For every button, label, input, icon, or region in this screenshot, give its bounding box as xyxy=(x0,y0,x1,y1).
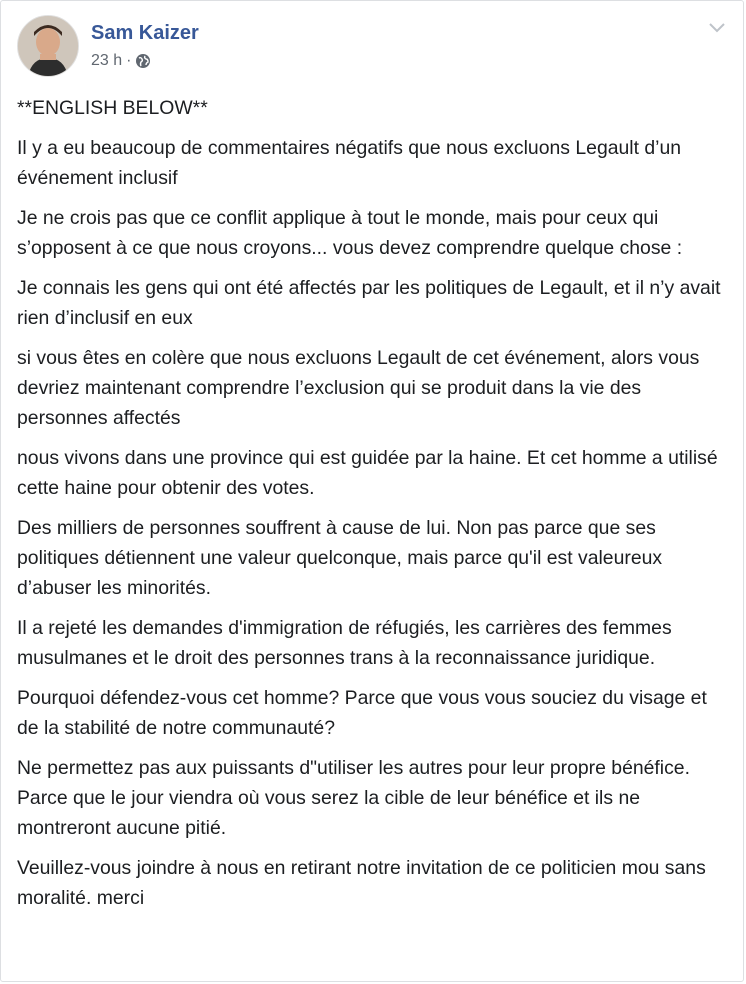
post-paragraph: Il y a eu beaucoup de commentaires négatifs que nous excluons Legault d’un événement inclusif xyxy=(17,137,682,189)
post-paragraph: **ENGLISH BELOW** xyxy=(17,97,208,119)
globe-icon[interactable] xyxy=(135,53,151,69)
separator: · xyxy=(126,52,132,69)
timestamp[interactable]: 23 h xyxy=(91,52,123,69)
avatar[interactable] xyxy=(17,15,79,77)
post-paragraph: Pourquoi défendez-vous cet homme? Parce que vous vous souciez du visage et de la stabilité de notre communauté? xyxy=(17,687,707,739)
post-paragraph: Je ne crois pas que ce conflit applique à tout le monde, mais pour ceux qui s’opposent à ce que nous croyons... vous devez comprendre quelque chose : xyxy=(17,207,683,259)
author-name[interactable]: Sam Kaizer xyxy=(91,22,199,44)
chevron-down-icon[interactable] xyxy=(707,21,727,35)
post-subline xyxy=(91,51,199,71)
post-body xyxy=(17,93,729,923)
post-paragraph: Ne permettez pas aux puissants d"utiliser les autres pour leur propre bénéfice. Parce que le jour viendra où vous serez la cible de leur bénéfice et ils ne montreront aucune pitié. xyxy=(17,757,690,839)
post-paragraph: Veuillez-vous joindre à nous en retirant notre invitation de ce politicien mou sans moralité. merci xyxy=(17,857,706,909)
post-header xyxy=(17,15,199,77)
post-paragraph: Des milliers de personnes souffrent à cause de lui. Non pas parce que ses politiques détiennent une valeur quelconque, mais parce qu'il est valeureux d’abuser les minorités. xyxy=(17,517,663,599)
post-paragraph: Il a rejeté les demandes d'immigration de réfugiés, les carrières des femmes musulmanes et le droit des personnes trans à la reconnaissance juridique. xyxy=(17,617,672,669)
post-paragraph: si vous êtes en colère que nous excluons Legault de cet événement, alors vous devriez maintenant comprendre l’exclusion qui se produit dans la vie des personnes affectés xyxy=(17,347,700,429)
post-paragraph: nous vivons dans une province qui est guidée par la haine. Et cet homme a utilisé cette haine pour obtenir des votes. xyxy=(17,447,718,499)
post-paragraph: Je connais les gens qui ont été affectés par les politiques de Legault, et il n’y avait rien d’inclusif en eux xyxy=(17,277,721,329)
post-meta xyxy=(91,21,199,71)
